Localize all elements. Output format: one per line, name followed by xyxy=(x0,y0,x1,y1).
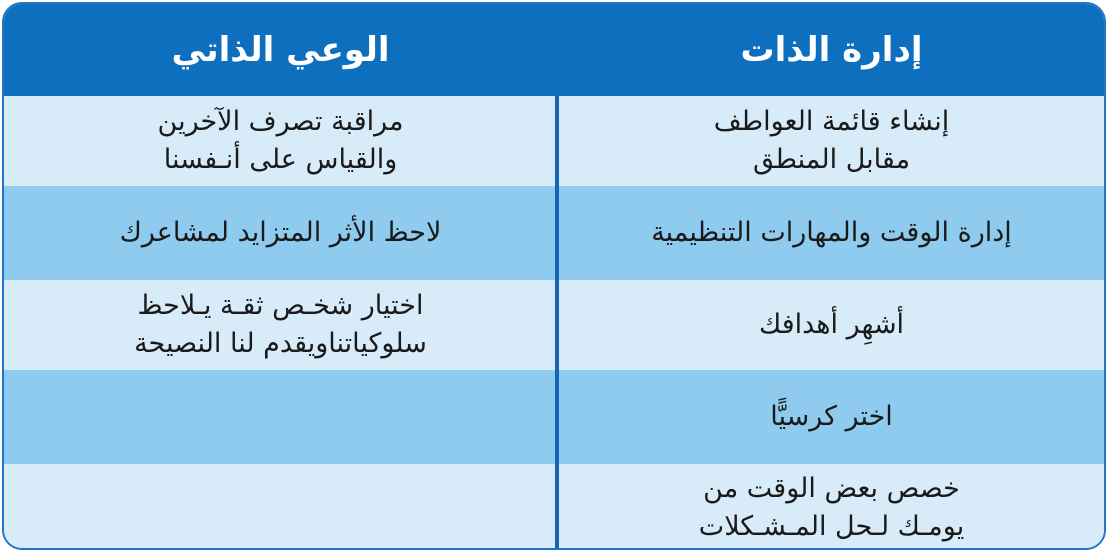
cell-self-awareness: اختيار شخـص ثقـة يـلاحظ سلوكياتناويقدم لنا النصيحة xyxy=(134,290,427,359)
comparison-table xyxy=(2,2,1106,550)
cell-self-management: أشهِر أهدافك xyxy=(758,309,905,340)
cell-self-awareness: لاحظ الأثر المتزايد لمشاعرك xyxy=(119,217,442,248)
table-header xyxy=(4,4,1104,96)
cell-self-management: إدارة الوقت والمهارات التنظيمية xyxy=(651,217,1012,248)
header-self-awareness: الوعي الذاتي xyxy=(171,30,390,70)
header-self-management: إدارة الذات xyxy=(740,30,923,70)
column-divider xyxy=(555,96,559,550)
cell-self-management: اختر كرسيًّا xyxy=(770,401,893,432)
table-row xyxy=(4,370,1104,464)
table-row xyxy=(4,186,1104,280)
cell-self-awareness xyxy=(4,370,557,464)
cell-self-management: خصص بعض الوقت من يومـك لـحل المـشـكلات xyxy=(698,473,965,542)
table-row xyxy=(4,280,1104,370)
table-row xyxy=(4,464,1104,550)
cell-self-awareness xyxy=(4,464,557,550)
cell-self-awareness: مراقبة تصرف الآخرين والقياس على أنـفسنا xyxy=(157,106,404,175)
cell-self-management: إنشاء قائمة العواطف مقابل المنطق xyxy=(713,106,950,175)
table-row xyxy=(4,96,1104,186)
